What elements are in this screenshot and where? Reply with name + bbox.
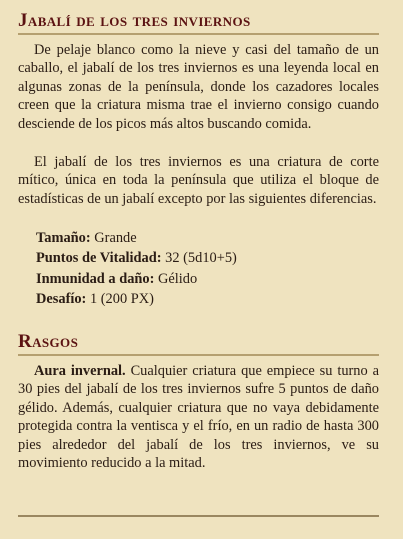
- stat-damage-immunity: [36, 269, 379, 289]
- trait-paragraph: [18, 362, 379, 472]
- stat-hit-points: [36, 248, 379, 268]
- bottom-rule: [18, 515, 379, 517]
- trait-name: Aura invernal.: [34, 363, 126, 380]
- stat-value: Grande: [94, 230, 137, 247]
- stat-value: 1 (200 PX): [89, 290, 154, 307]
- description-paragraph-2: El jabalí de los tres inviernos es una criatura de corte mítico, única en toda la península que utiliza el bloque de estadísticas de un jabalí excepto por las siguientes diferencias.: [18, 154, 379, 207]
- stat-value: 32 (5d10+5): [165, 250, 237, 267]
- traits-underline: [18, 354, 379, 356]
- stat-challenge: [36, 289, 379, 309]
- stat-label: Tamaño:: [36, 230, 91, 247]
- description-paragraph-1: De pelaje blanco como la nieve y casi del tamaño de un caballo, el jabalí de los tres inviernos es una leyenda local en algunas zonas de la península, donde los cazadores locales creen que la criatura misma trae el invierno consigo cuando desciende de los picos más altos buscando comida.: [18, 42, 379, 132]
- stat-label: Inmunidad a daño:: [36, 270, 155, 287]
- stat-block: [18, 228, 379, 309]
- stat-label: Desafío:: [36, 290, 87, 307]
- creature-title: Jabalí de los tres inviernos: [18, 10, 251, 31]
- traits-heading: Rasgos: [18, 331, 79, 353]
- title-underline: [18, 33, 379, 35]
- stat-value: Gélido: [158, 270, 198, 287]
- stat-label: Puntos de Vitalidad:: [36, 250, 162, 267]
- trait-text: Cualquier criatura que empiece su turno a 30 pies del jabalí de los tres inviernos sufre 5 puntos de daño gélido. Además, cualquier criatura que no vaya debidamente protegida contra la ventisca y el frío, en un radio de hasta 300 pies alrededor del jabalí de los tres inviernos, ve su movimiento reducido a la mitad.: [18, 363, 379, 472]
- stat-size: [36, 228, 379, 248]
